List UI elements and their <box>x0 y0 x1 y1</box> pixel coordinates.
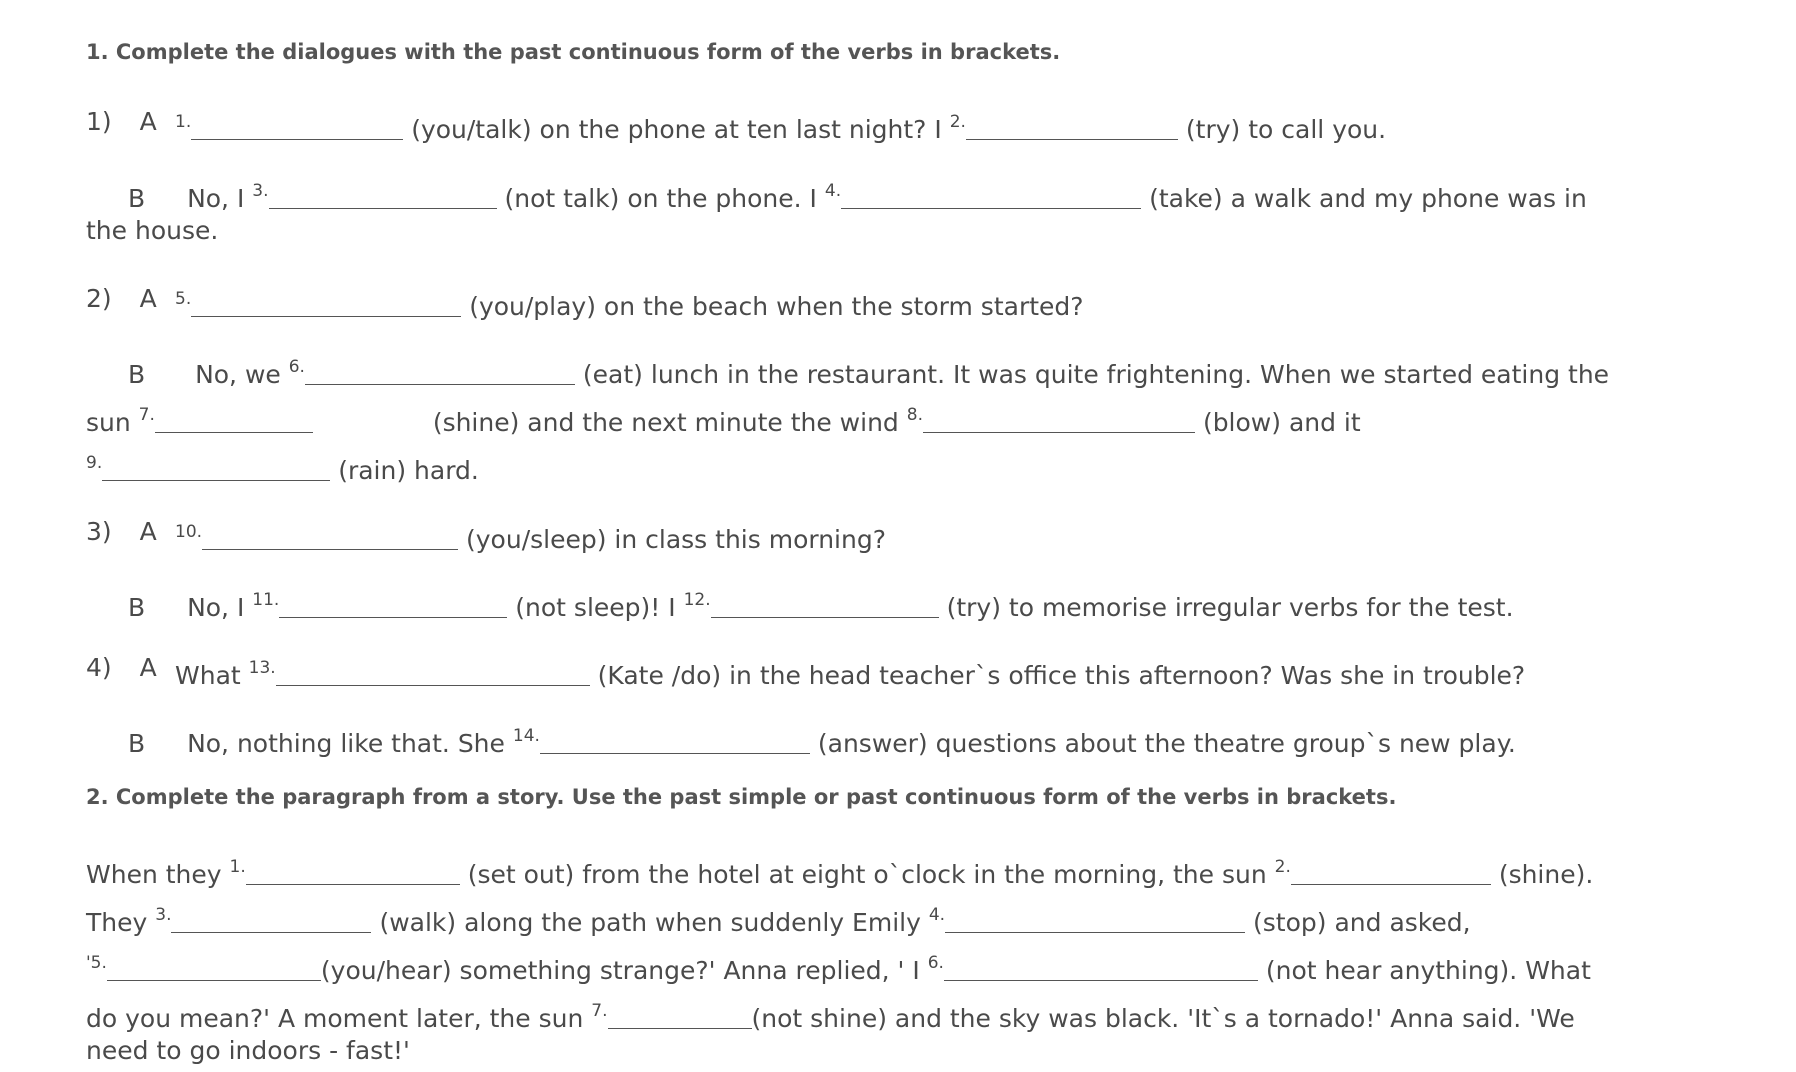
story-blank-4[interactable] <box>945 910 1245 933</box>
answer-blank-4[interactable] <box>841 186 1141 209</box>
prompt-text: What <box>175 661 241 690</box>
answer-blank-3[interactable] <box>269 186 497 209</box>
gap-number: 12. <box>683 590 711 610</box>
item-number: 1) <box>86 107 112 136</box>
gap-number: 7. <box>138 405 155 425</box>
prompt-text: (shine). <box>1498 860 1594 889</box>
dialogue-2-b-line-2 <box>86 400 1361 438</box>
prompt-text: When they <box>86 860 222 889</box>
prompt-text: No, I <box>187 593 245 622</box>
item-number: 2) <box>86 284 112 313</box>
answer-blank-9[interactable] <box>102 458 330 481</box>
prompt-text: (not sleep)! I <box>515 593 676 622</box>
dialogue-1-b <box>128 176 1587 214</box>
speaker-label: A <box>139 284 157 313</box>
dialogue-1-a-line <box>175 107 1386 145</box>
prompt-text: (you/talk) on the phone at ten last night? I <box>411 115 942 144</box>
prompt-text: (not shine) and the sky was black. 'It`s a tornado!' Anna said. 'We <box>751 1004 1575 1033</box>
story-blank-6[interactable] <box>944 958 1258 981</box>
story-blank-7[interactable] <box>608 1006 752 1029</box>
prompt-text: They <box>86 908 148 937</box>
prompt-text: (take) a walk and my phone was in <box>1149 184 1587 213</box>
prompt-text: do you mean?' A moment later, the sun <box>86 1004 584 1033</box>
dialogue-3-a-line <box>175 517 886 555</box>
prompt-text: (stop) and asked, <box>1253 908 1471 937</box>
answer-blank-5[interactable] <box>191 294 461 317</box>
gap-number: 14. <box>512 726 540 746</box>
gap-number: 6. <box>927 953 944 973</box>
gap-number: 1. <box>229 857 246 877</box>
story-blank-3[interactable] <box>171 910 371 933</box>
prompt-text: (walk) along the path when suddenly Emily <box>379 908 921 937</box>
gap-number: 6. <box>288 357 305 377</box>
gap-number: 4. <box>824 181 842 201</box>
prompt-text: (try) to call you. <box>1185 115 1387 144</box>
gap-number: 4. <box>928 905 946 925</box>
gap-number: 13. <box>248 658 276 678</box>
speaker-label: B <box>128 184 146 213</box>
story-blank-5[interactable] <box>107 958 321 981</box>
prompt-text: sun <box>86 408 131 437</box>
paragraph-line-5: need to go indoors - fast!' <box>86 1036 410 1065</box>
prompt-text: No, we <box>195 360 281 389</box>
answer-blank-7[interactable] <box>155 410 313 433</box>
paragraph-line-3 <box>86 948 1591 986</box>
gap-number: 10. <box>175 522 203 542</box>
dialogue-3-b <box>128 585 1514 623</box>
answer-blank-1[interactable] <box>191 117 403 140</box>
speaker-label: B <box>128 593 146 622</box>
prompt-text: No, nothing like that. She <box>187 729 505 758</box>
gap-number: 9. <box>86 453 103 473</box>
exercise-1-heading: 1. Complete the dialogues with the past continuous form of the verbs in brackets. <box>86 40 1061 64</box>
prompt-text: (blow) and it <box>1202 408 1361 437</box>
speaker-label: A <box>139 107 157 136</box>
dialogue-2-b <box>128 352 1609 390</box>
gap-number: 2. <box>1274 857 1291 877</box>
prompt-text: (shine) and the next minute the wind <box>432 408 899 437</box>
dialogue-2-b-line-3 <box>86 448 479 486</box>
prompt-text: (you/sleep) in class this morning? <box>466 525 886 554</box>
gap-number: 8. <box>906 405 923 425</box>
speaker-label: B <box>128 729 146 758</box>
prompt-text: (not talk) on the phone. I <box>504 184 817 213</box>
story-blank-2[interactable] <box>1291 862 1491 885</box>
answer-blank-12[interactable] <box>711 595 939 618</box>
story-blank-1[interactable] <box>246 862 460 885</box>
answer-blank-13[interactable] <box>276 663 590 686</box>
gap-number: 5. <box>175 289 192 309</box>
prompt-text: (try) to memorise irregular verbs for the test. <box>946 593 1514 622</box>
speaker-label: B <box>128 360 146 389</box>
item-number: 4) <box>86 653 112 682</box>
gap-number: 11. <box>252 590 280 610</box>
prompt-text: No, I <box>187 184 245 213</box>
gap-number: 3. <box>252 181 269 201</box>
answer-blank-10[interactable] <box>202 527 458 550</box>
prompt-text: (not hear anything). What <box>1265 956 1591 985</box>
dialogue-1-b-continuation: the house. <box>86 216 219 245</box>
exercise-2-heading: 2. Complete the paragraph from a story. Use the past simple or past continuous form of the verbs in brackets. <box>86 785 1397 809</box>
answer-blank-14[interactable] <box>540 731 810 754</box>
prompt-text: (eat) lunch in the restaurant. It was quite frightening. When we started eating the <box>582 360 1610 389</box>
answer-blank-6[interactable] <box>305 362 575 385</box>
dialogue-4-b <box>128 721 1516 759</box>
prompt-text: (you/play) on the beach when the storm started? <box>469 292 1084 321</box>
gap-number: 3. <box>155 905 172 925</box>
item-number: 3) <box>86 517 112 546</box>
paragraph-line-2 <box>86 900 1471 938</box>
paragraph-line-4 <box>86 996 1575 1034</box>
prompt-text: (Kate /do) in the head teacher`s office this afternoon? Was she in trouble? <box>597 661 1526 690</box>
dialogue-2-a <box>86 284 157 314</box>
prompt-text: (set out) from the hotel at eight o`clock in the morning, the sun <box>467 860 1267 889</box>
answer-blank-2[interactable] <box>966 117 1178 140</box>
dialogue-4-a <box>86 653 157 683</box>
answer-blank-8[interactable] <box>923 410 1195 433</box>
dialogue-4-a-line <box>175 653 1525 691</box>
prompt-text: (you/hear) something strange?' Anna replied, ' I <box>320 956 920 985</box>
gap-number: 1. <box>175 112 192 132</box>
gap-number: 7. <box>591 1001 608 1021</box>
speaker-label: A <box>139 653 157 682</box>
dialogue-2-a-line <box>175 284 1084 322</box>
answer-blank-11[interactable] <box>279 595 507 618</box>
dialogue-1-a <box>86 107 157 137</box>
dialogue-3-a <box>86 517 157 547</box>
gap-number: '5. <box>86 953 107 973</box>
speaker-label: A <box>139 517 157 546</box>
prompt-text: (rain) hard. <box>338 456 479 485</box>
prompt-text: (answer) questions about the theatre group`s new play. <box>817 729 1516 758</box>
paragraph-line-1 <box>86 852 1593 890</box>
gap-number: 2. <box>949 112 966 132</box>
